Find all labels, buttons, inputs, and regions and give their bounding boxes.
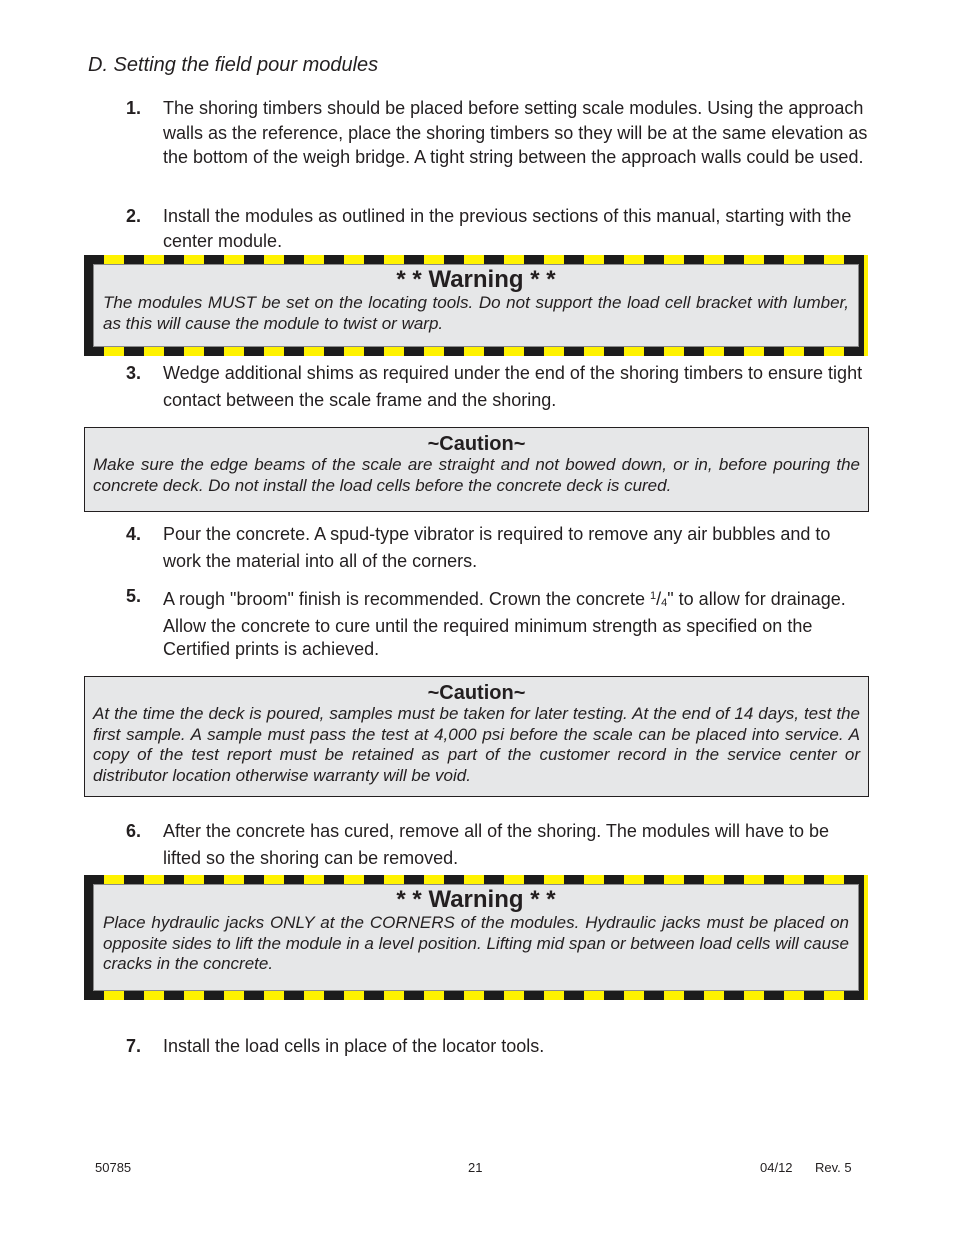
step-number: 6.	[126, 821, 142, 841]
caution-title: ~Caution~	[427, 682, 526, 704]
step-text: Wedge additional shims as required under the end of the shoring timbers to ensure tight contact between the scale frame and the shoring.	[163, 363, 863, 410]
step-number: 5.	[126, 586, 142, 606]
step-number: 7.	[126, 1036, 142, 1056]
caution-text: Make sure the edge beams of the scale are straight and not bowed down, or in, before pouring the concrete deck. Do not install the load cells before the concrete deck is cured.	[93, 455, 860, 495]
caution-box-2	[84, 676, 869, 797]
footer-revision: Rev. 5	[815, 1160, 852, 1175]
step-text: A rough "broom" finish is recommended. Crown the concrete $^1/_4$" to allow for drainage. Allow the concrete to cure until the required minimum strength as specified on the Certified prints is achieved.	[163, 589, 846, 659]
footer-date: 04/12	[760, 1160, 793, 1175]
warning-box-1	[84, 255, 868, 356]
step-text: Install the modules as outlined in the previous sections of this manual, starting with the center module.	[163, 206, 852, 251]
caution-title: ~Caution~	[427, 433, 526, 455]
step-text: The shoring timbers should be placed before setting scale modules. Using the approach walls as the reference, place the shoring timbers so they will be at the same elevation as the bottom of the weigh bridge. A tight string between the approach walls could be used.	[163, 98, 868, 167]
warning-title: * * Warning * *	[396, 886, 556, 913]
step-text: Install the load cells in place of the locator tools.	[163, 1036, 545, 1056]
step-number: 4.	[126, 524, 142, 544]
step-number: 3.	[126, 363, 142, 383]
section-heading: D. Setting the field pour modules	[88, 54, 379, 76]
caution-text: At the time the deck is poured, samples must be taken for later testing. At the end of 14 days, test the first sample. A sample must pass the test at 4,000 psi before the scale can be placed into service. A copy of the test report must be retained as part of the customer record in the service center or distributor location otherwise warranty will be void.	[93, 704, 860, 785]
caution-box-1	[84, 427, 869, 512]
step-number: 2.	[126, 206, 142, 226]
warning-box-2	[84, 875, 868, 1000]
warning-title: * * Warning * *	[396, 266, 556, 293]
step-text: Pour the concrete. A spud-type vibrator is required to remove any air bubbles and to work the material into all of the corners.	[163, 524, 831, 571]
step-text: After the concrete has cured, remove all of the shoring. The modules will have to be lifted so the shoring can be removed.	[163, 821, 830, 868]
footer-doc-number: 50785	[95, 1160, 132, 1175]
warning-text: Place hydraulic jacks ONLY at the CORNERS of the modules. Hydraulic jacks must be placed on opposite sides to lift the module in a level position. Lifting mid span or between load cells will cause cracks in the concrete.	[103, 913, 849, 973]
footer-page-number: 21	[468, 1160, 483, 1175]
warning-text: The modules MUST be set on the locating tools. Do not support the load cell bracket with lumber, as this will cause the module to twist or warp.	[103, 293, 849, 333]
step-number: 1.	[126, 98, 142, 118]
